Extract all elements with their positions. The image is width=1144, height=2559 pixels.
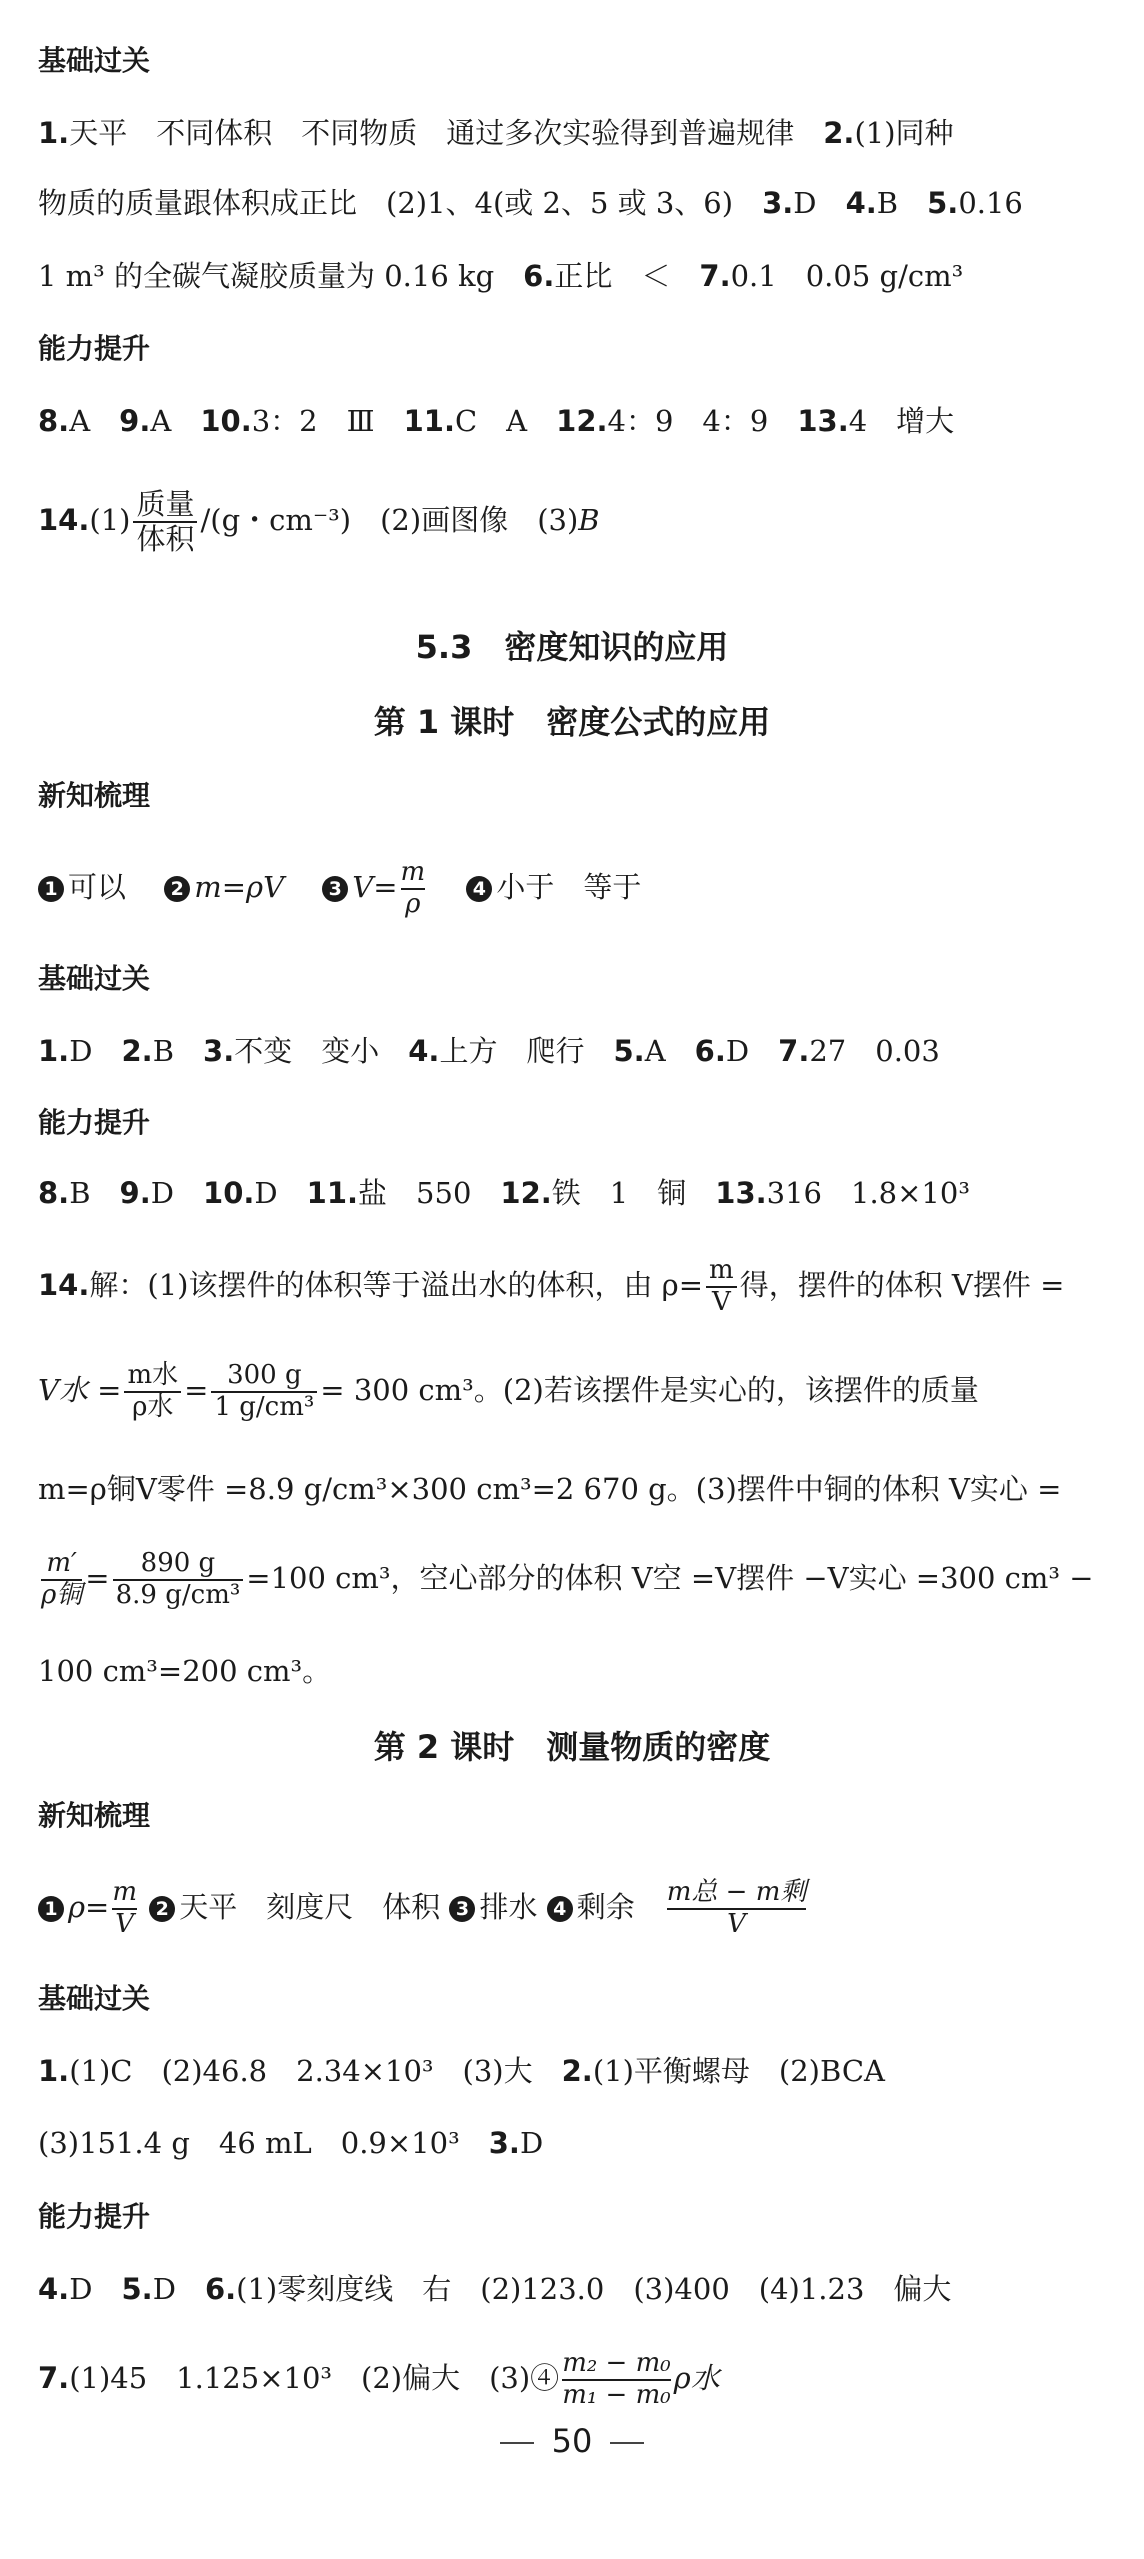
fraction [706,1256,737,1318]
answer-text: 0.16 [958,186,1023,220]
fraction-numerator: m₂ − m₀ [562,2349,670,2381]
answer-text: 物质的质量跟体积成正比 (2)1、4(或 2、5 或 3、6) [38,186,734,220]
knowledge-line [38,840,1104,935]
answer-text: V水 = [38,1373,122,1407]
fraction-numerator: m总 − m剩 [667,1878,807,1910]
question-number: 14. [38,503,90,537]
section-heading: 新知梳理 [38,1799,151,1832]
question-number: 13. [715,1176,767,1210]
fraction-denominator: ρ [405,889,421,919]
fraction-numerator: 质量 [133,488,197,523]
answer-text: D [150,1176,174,1210]
answer-text: D [152,2272,176,2306]
answer-text: 正比 ＜ [554,259,671,293]
section-heading: 能力提升 [38,2200,151,2233]
answer-text: /(g・cm⁻³) (2)画图像 (3) [200,503,579,537]
answer-text: 天平 刻度尺 体积 [179,1890,441,1924]
answer-text: 解：(1)该摆件的体积等于溢出水的体积，由 ρ= [89,1268,704,1302]
fraction [562,2349,670,2411]
fraction [667,1878,807,1940]
circled-number: 2 [164,876,190,902]
footer-dash [500,2442,534,2444]
fraction-denominator: ρ水 [132,1392,174,1422]
lesson-title: 第 1 课时 密度公式的应用 [373,703,771,741]
question-number: 6. [523,259,555,293]
fraction-numerator: m [112,1878,137,1910]
question-number: 7. [778,1034,810,1068]
footer-dash [610,2442,644,2444]
fraction-numerator: m [401,858,426,890]
fraction [112,1878,137,1940]
answer-line [38,2268,1104,2310]
question-number: 4. [845,186,877,220]
fraction-numerator: m′ [41,1549,82,1581]
section-heading: 新知梳理 [38,779,151,812]
answer-text: 排水 [479,1890,538,1924]
answer-text: (1)C (2)46.8 2.34×10³ (3)大 [69,2054,533,2088]
answer-text: A [150,404,172,438]
fraction-denominator: V [727,1909,746,1939]
question-number: 7. [38,2361,70,2395]
answer-line [38,112,1104,154]
question-number: 3. [203,1034,235,1068]
answer-text: 4：9 4：9 [607,404,769,438]
answer-text: 铁 1 铜 [551,1176,687,1210]
question-number: 3. [488,2126,520,2160]
question-number: 6. [204,2272,237,2306]
answer-text: A [644,1034,666,1068]
answer-text: 3：2 Ⅲ [251,404,375,438]
fraction [401,858,426,920]
question-number: 3. [762,186,794,220]
circled-number: 1 [38,876,64,902]
answer-text: = 300 cm³。(2)若该摆件是实心的，该摆件的质量 [320,1373,979,1407]
section-title: 5.3 密度知识的应用 [415,628,729,666]
answer-text: 可以 [68,870,127,904]
fraction [124,1361,181,1423]
answer-line [38,182,1104,224]
fraction-denominator: 8.9 g/cm³ [115,1580,241,1610]
circled-number: 4 [466,876,492,902]
fraction-numerator: m水 [124,1361,181,1393]
answer-text: (1)零刻度线 右 (2)123.0 (3)400 (4)1.23 偏大 [236,2272,952,2306]
question-number: 9. [119,1176,151,1210]
section-heading: 基础过关 [38,962,151,995]
lesson-title: 第 2 课时 测量物质的密度 [373,1728,771,1766]
section-heading: 基础过关 [38,44,151,77]
answer-text: (1)45 1.125×10³ (2)偏大 (3)④ [69,2361,560,2395]
fraction-denominator: m₁ − m₀ [562,2380,671,2410]
fraction [113,1549,244,1611]
section-heading: 能力提升 [38,332,151,365]
question-number: 10. [200,404,252,438]
circled-number: 3 [449,1896,475,1922]
answer-text: 不变 变小 [234,1034,380,1068]
circled-number: 2 [149,1896,175,1922]
answer-line [38,1172,1104,1214]
fraction-numerator: m [706,1256,737,1288]
answer-text: ρ水 [673,2361,720,2395]
answer-text: 小于 等于 [496,870,642,904]
answer-text: m=ρV [194,870,285,904]
answer-text: (1) [89,503,131,537]
question-number: 2. [121,1034,153,1068]
answer-text: 剩余 [576,1890,635,1924]
answer-line [38,470,1104,570]
answer-text: = [85,1561,110,1595]
question-number: 13. [797,404,849,438]
question-number: 10. [203,1176,255,1210]
question-number: 2. [823,116,855,150]
answer-text: D [793,186,817,220]
section-heading: 能力提升 [38,1106,151,1139]
solution-line: 100 cm³=200 cm³。 [38,1654,332,1688]
question-number: 9. [119,404,151,438]
question-number: 5. [927,186,959,220]
answer-text: 得，摆件的体积 V摆件 = [739,1268,1065,1302]
solution-line [38,1533,1104,1623]
fraction-numerator: 300 g [211,1361,317,1393]
question-number: 4. [38,2272,70,2306]
solution-line [38,1240,1104,1330]
question-number: 11. [306,1176,359,1210]
circled-number: 4 [547,1896,573,1922]
page-footer [0,2422,1144,2460]
answer-text: D [519,2126,544,2160]
answer-text: C A [454,404,528,438]
fraction [133,488,197,557]
answer-text: ρ= [68,1890,110,1924]
answer-text: (1)同种 [854,116,954,150]
fraction [41,1549,82,1611]
answer-text: 上方 爬行 [439,1034,585,1068]
answer-text: D [725,1034,750,1068]
solution-line: m=ρ铜V零件 =8.9 g/cm³×300 cm³=2 670 g。(3)摆件中铜的体积 V实心 = [38,1472,1062,1506]
answer-line [38,2333,1104,2423]
answer-line [38,1030,1104,1072]
fraction-denominator: V [115,1909,135,1939]
answer-text: = [184,1373,209,1407]
question-number: 6. [694,1034,726,1068]
question-number: 1. [38,1034,70,1068]
knowledge-line [38,1862,1104,1952]
question-number: 5. [613,1034,645,1068]
question-number: 12. [500,1176,552,1210]
answer-line [38,400,1104,442]
circled-number: 1 [38,1896,64,1922]
answer-text: (1)平衡螺母 (2)BCA [592,2054,885,2088]
section-heading: 基础过关 [38,1982,151,2015]
page-number: 50 [551,2422,593,2460]
answer-text: B [876,186,899,220]
answer-text: 0.1 0.05 g/cm³ [730,259,964,293]
answer-line [38,2122,1104,2164]
answer-text: 盐 550 [358,1176,472,1210]
solution-line [38,1345,1104,1435]
question-number: 1. [38,116,70,150]
question-number: 4. [408,1034,440,1068]
answer-line [38,2050,1104,2092]
answer-text: 4 增大 [848,404,955,438]
answer-text: 1 m³ 的全碳气凝胶质量为 0.16 kg [38,259,495,293]
circled-number: 3 [322,876,348,902]
answer-text: A [69,404,91,438]
answer-text: 天平 不同体积 不同物质 通过多次实验得到普遍规律 [69,116,795,150]
answer-text: 316 1.8×10³ [766,1176,970,1210]
question-number: 8. [38,404,70,438]
question-number: 2. [561,2054,593,2088]
answer-text: B [69,1176,91,1210]
answer-line [38,255,1104,297]
question-number: 1. [38,2054,70,2088]
answer-text: D [69,1034,93,1068]
question-number: 8. [38,1176,70,1210]
answer-text: (3)151.4 g 46 mL 0.9×10³ [38,2126,460,2160]
answer-text: D [69,2272,93,2306]
answer-text: 27 0.03 [809,1034,940,1068]
fraction-denominator: ρ铜 [41,1580,83,1610]
question-number: 5. [121,2272,153,2306]
question-number: 7. [699,259,731,293]
answer-text: B [152,1034,174,1068]
fraction [211,1361,317,1423]
answer-text: V= [352,870,398,904]
fraction-denominator: V [711,1287,731,1317]
answer-text: =100 cm³，空心部分的体积 V空 =V摆件 −V实心 =300 cm³ − [246,1561,1094,1595]
fraction-numerator: 890 g [113,1549,244,1581]
question-number: 14. [38,1268,90,1302]
fraction-denominator: 体积 [136,522,195,556]
question-number: 11. [403,404,455,438]
answer-text: D [254,1176,278,1210]
question-number: 12. [556,404,608,438]
fraction-denominator: 1 g/cm³ [214,1392,315,1422]
answer-text: B [578,503,600,537]
